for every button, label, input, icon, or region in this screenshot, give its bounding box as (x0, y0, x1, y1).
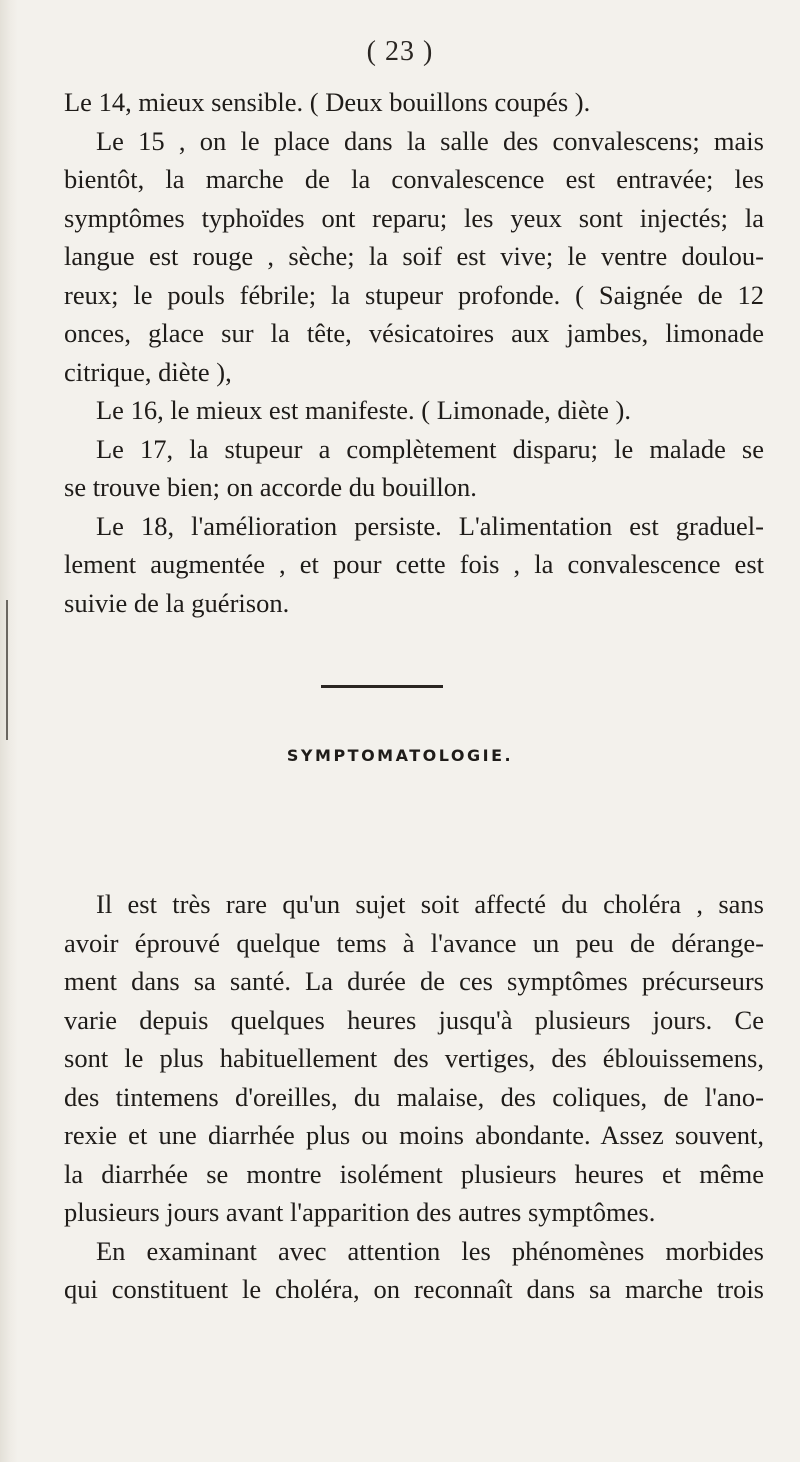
case-notes-paragraphs (64, 83, 764, 622)
text-line: plusieurs jours avant l'apparition des autres symptômes. (64, 1197, 656, 1227)
text-line: Le 14, mieux sensible. ( Deux bouillons coupés ). (64, 87, 591, 117)
text-line: des tintemens d'oreilles, du malaise, des coliques, de l'ano- (64, 1081, 764, 1112)
text-line: varie depuis quelques heures jusqu'à plusieurs jours. Ce (64, 1004, 764, 1035)
text-line: reux; le pouls fébrile; la stupeur profonde. ( Saignée de 12 (64, 279, 764, 310)
text-line: Le 18, l'amélioration persiste. L'alimentation est graduel- (96, 510, 764, 541)
text-line: suivie de la guérison. (64, 587, 290, 618)
text-line: Le 17, la stupeur a complètement disparu; le malade se (96, 433, 764, 464)
text-line: qui constituent le choléra, on reconnaît dans sa marche trois (64, 1274, 764, 1304)
text-line: symptômes typhoïdes ont reparu; les yeux sont injectés; la (64, 202, 764, 233)
text-line: langue est rouge , sèche; la soif est vive; le ventre doulou- (64, 241, 764, 271)
text-line: bientôt, la marche de la convalescence est entravée; les (64, 164, 764, 194)
text-line: En examinant avec attention les phénomènes morbides (96, 1235, 764, 1266)
text-line: onces, glace sur la tête, vésicatoires aux jambes, limonade (64, 318, 764, 348)
section-divider-rule (321, 685, 443, 688)
binding-mark (6, 600, 8, 740)
text-line: se trouve bien; on accorde du bouillon. (64, 472, 477, 502)
text-line: Le 15 , on le place dans la salle des convalescens; mais (96, 125, 764, 156)
text-line: lement augmentée , et pour cette fois , la convalescence est (64, 549, 764, 579)
section-heading: SYMPTOMATOLOGIE. (286, 746, 514, 765)
text-line: rexie et une diarrhée plus ou moins abondante. Assez souvent, (64, 1120, 764, 1150)
page-number: ( 23 ) (366, 36, 434, 67)
text-line: sont le plus habituellement des vertiges, des éblouissemens, (64, 1043, 764, 1073)
text-line: ment dans sa santé. La durée de ces symptômes précurseurs (64, 966, 764, 996)
text-line: avoir éprouvé quelque tems à l'avance un peu de dérange- (64, 927, 764, 958)
text-line: Le 16, le mieux est manifeste. ( Limonade, diète ). (96, 395, 631, 425)
text-line: Il est très rare qu'un sujet soit affecté du choléra , sans (96, 889, 764, 919)
text-line: citrique, diète ), (64, 356, 232, 387)
page-gutter-shadow (0, 0, 18, 1462)
text-line: la diarrhée se montre isolément plusieurs heures et même (64, 1158, 764, 1189)
symptomatology-paragraphs (64, 885, 764, 1309)
